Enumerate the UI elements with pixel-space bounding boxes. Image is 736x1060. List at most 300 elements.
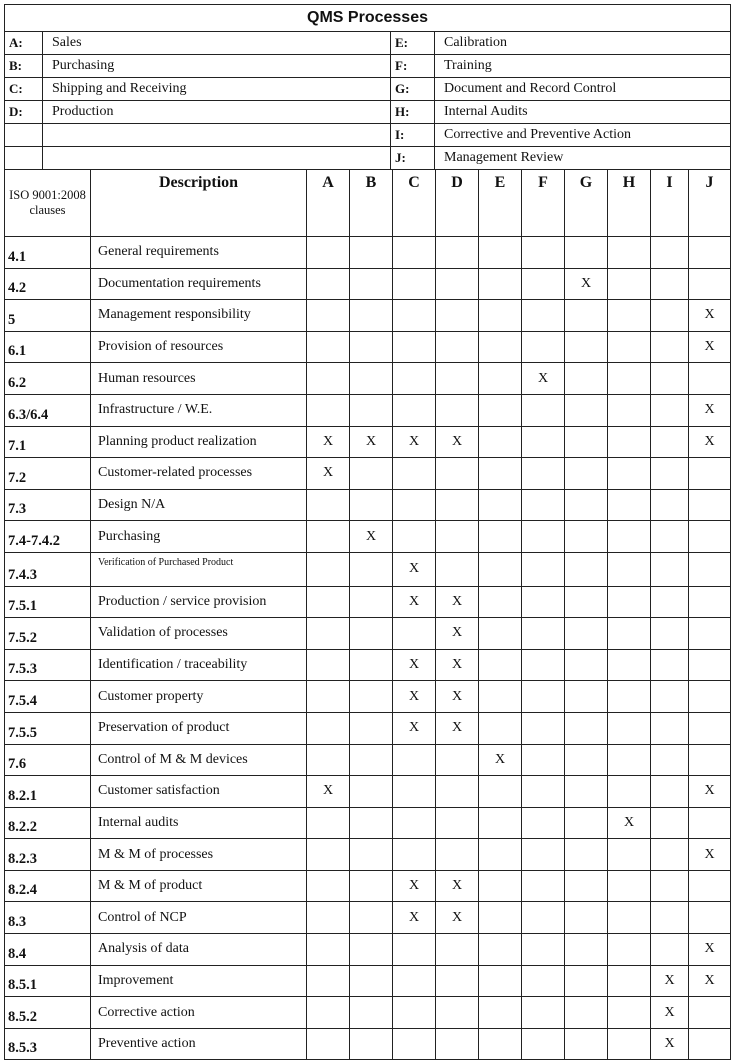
empty-cell: [436, 300, 479, 332]
x-mark: X: [307, 776, 350, 808]
empty-cell: [522, 394, 565, 426]
process-column-header: B: [350, 170, 393, 237]
x-mark: X: [436, 649, 479, 681]
empty-cell: [307, 712, 350, 744]
empty-cell: [689, 1028, 731, 1060]
empty-cell: [393, 997, 436, 1029]
process-column-header: D: [436, 170, 479, 237]
empty-cell: [565, 776, 608, 808]
empty-cell: [479, 300, 522, 332]
table-row: [5, 776, 731, 808]
process-column-header: J: [689, 170, 731, 237]
empty-cell: [689, 902, 731, 934]
empty-cell: [608, 839, 651, 871]
process-column-header: H: [608, 170, 651, 237]
empty-cell: [479, 331, 522, 363]
process-letter: A:: [5, 32, 43, 55]
empty-cell: [479, 237, 522, 269]
empty-cell: [479, 681, 522, 713]
empty-cell: [436, 965, 479, 997]
empty-cell: [522, 618, 565, 650]
process-letter: E:: [391, 32, 435, 55]
empty-cell: [651, 934, 689, 966]
empty-cell: [479, 394, 522, 426]
empty-cell: [350, 776, 393, 808]
empty-cell: [350, 363, 393, 395]
empty-cell: [651, 586, 689, 618]
x-mark: X: [651, 997, 689, 1029]
empty-cell: [479, 902, 522, 934]
empty-cell: [43, 124, 391, 147]
table-row: [5, 458, 731, 490]
empty-cell: [393, 807, 436, 839]
empty-cell: [350, 744, 393, 776]
empty-cell: [436, 237, 479, 269]
empty-cell: [307, 552, 350, 586]
empty-cell: [479, 552, 522, 586]
empty-cell: [479, 268, 522, 300]
x-mark: X: [307, 426, 350, 458]
empty-cell: [393, 965, 436, 997]
empty-cell: [393, 237, 436, 269]
x-mark: X: [393, 870, 436, 902]
empty-cell: [350, 902, 393, 934]
legend-row: [5, 124, 731, 147]
empty-cell: [651, 618, 689, 650]
table-row: [5, 426, 731, 458]
empty-cell: [608, 552, 651, 586]
empty-cell: [608, 744, 651, 776]
table-row: [5, 237, 731, 269]
empty-cell: [565, 649, 608, 681]
empty-cell: [522, 934, 565, 966]
empty-cell: [651, 902, 689, 934]
empty-cell: [522, 902, 565, 934]
empty-cell: [307, 1028, 350, 1060]
empty-cell: [651, 870, 689, 902]
clause-description: Control of NCP: [91, 902, 307, 934]
empty-cell: [307, 237, 350, 269]
empty-cell: [479, 458, 522, 490]
empty-cell: [608, 776, 651, 808]
x-mark: X: [689, 331, 731, 363]
clause-description: Preservation of product: [91, 712, 307, 744]
table-row: [5, 649, 731, 681]
empty-cell: [393, 744, 436, 776]
empty-cell: [689, 649, 731, 681]
empty-cell: [350, 839, 393, 871]
empty-cell: [5, 124, 43, 147]
empty-cell: [307, 521, 350, 553]
empty-cell: [522, 776, 565, 808]
empty-cell: [393, 618, 436, 650]
empty-cell: [608, 902, 651, 934]
empty-cell: [522, 807, 565, 839]
empty-cell: [565, 521, 608, 553]
process-name: Sales: [43, 32, 391, 55]
empty-cell: [522, 521, 565, 553]
empty-cell: [350, 618, 393, 650]
empty-cell: [436, 552, 479, 586]
x-mark: X: [436, 870, 479, 902]
x-mark: X: [393, 681, 436, 713]
empty-cell: [307, 934, 350, 966]
empty-cell: [393, 521, 436, 553]
clause-number: 7.5.5: [5, 712, 91, 744]
empty-cell: [393, 776, 436, 808]
legend-row: [5, 101, 731, 124]
empty-cell: [350, 649, 393, 681]
table-row: [5, 934, 731, 966]
x-mark: X: [350, 521, 393, 553]
x-mark: X: [436, 681, 479, 713]
table-row: [5, 586, 731, 618]
empty-cell: [565, 331, 608, 363]
x-mark: X: [651, 965, 689, 997]
x-mark: X: [436, 618, 479, 650]
empty-cell: [479, 586, 522, 618]
empty-cell: [436, 997, 479, 1029]
clause-number: 7.4-7.4.2: [5, 521, 91, 553]
legend-title-row: [5, 5, 731, 32]
empty-cell: [651, 300, 689, 332]
x-mark: X: [436, 712, 479, 744]
empty-cell: [689, 681, 731, 713]
x-mark: X: [393, 712, 436, 744]
empty-cell: [350, 934, 393, 966]
empty-cell: [651, 331, 689, 363]
clause-number: 7.5.4: [5, 681, 91, 713]
empty-cell: [522, 839, 565, 871]
empty-cell: [479, 363, 522, 395]
clause-description: Customer property: [91, 681, 307, 713]
empty-cell: [350, 1028, 393, 1060]
table-row: [5, 712, 731, 744]
process-column-header: A: [307, 170, 350, 237]
table-row: [5, 331, 731, 363]
empty-cell: [608, 649, 651, 681]
empty-cell: [393, 268, 436, 300]
clause-description: Validation of processes: [91, 618, 307, 650]
clause-description: Analysis of data: [91, 934, 307, 966]
table-row: [5, 681, 731, 713]
empty-cell: [350, 237, 393, 269]
empty-cell: [436, 489, 479, 521]
empty-cell: [522, 458, 565, 490]
empty-cell: [522, 1028, 565, 1060]
empty-cell: [307, 870, 350, 902]
clause-number: 5: [5, 300, 91, 332]
empty-cell: [350, 458, 393, 490]
empty-cell: [479, 997, 522, 1029]
table-row: [5, 618, 731, 650]
empty-cell: [307, 649, 350, 681]
x-mark: X: [689, 394, 731, 426]
empty-cell: [689, 997, 731, 1029]
empty-cell: [436, 1028, 479, 1060]
process-name: Purchasing: [43, 55, 391, 78]
clause-description: Production / service provision: [91, 586, 307, 618]
empty-cell: [436, 331, 479, 363]
empty-cell: [307, 839, 350, 871]
empty-cell: [307, 394, 350, 426]
x-mark: X: [393, 552, 436, 586]
empty-cell: [651, 552, 689, 586]
x-mark: X: [393, 649, 436, 681]
empty-cell: [565, 363, 608, 395]
empty-cell: [522, 744, 565, 776]
table-row: [5, 489, 731, 521]
process-letter: G:: [391, 78, 435, 101]
legend-row: [5, 78, 731, 101]
empty-cell: [307, 489, 350, 521]
x-mark: X: [350, 426, 393, 458]
clause-number: 8.3: [5, 902, 91, 934]
empty-cell: [5, 147, 43, 170]
empty-cell: [689, 363, 731, 395]
x-mark: X: [522, 363, 565, 395]
empty-cell: [522, 489, 565, 521]
clause-number: 8.2.4: [5, 870, 91, 902]
empty-cell: [608, 268, 651, 300]
empty-cell: [689, 521, 731, 553]
clause-description: Identification / traceability: [91, 649, 307, 681]
x-mark: X: [479, 744, 522, 776]
empty-cell: [565, 870, 608, 902]
x-mark: X: [307, 458, 350, 490]
empty-cell: [565, 744, 608, 776]
empty-cell: [651, 521, 689, 553]
clause-description: Management responsibility: [91, 300, 307, 332]
empty-cell: [689, 870, 731, 902]
x-mark: X: [689, 776, 731, 808]
clause-number: 8.2.1: [5, 776, 91, 808]
empty-cell: [393, 394, 436, 426]
empty-cell: [565, 426, 608, 458]
empty-cell: [436, 934, 479, 966]
matrix-header-row: [5, 170, 731, 237]
process-column-header: E: [479, 170, 522, 237]
empty-cell: [522, 426, 565, 458]
clause-number: 7.2: [5, 458, 91, 490]
clause-description: Infrastructure / W.E.: [91, 394, 307, 426]
empty-cell: [350, 268, 393, 300]
empty-cell: [651, 681, 689, 713]
empty-cell: [689, 489, 731, 521]
empty-cell: [307, 681, 350, 713]
empty-cell: [608, 586, 651, 618]
empty-cell: [522, 681, 565, 713]
empty-cell: [350, 807, 393, 839]
empty-cell: [689, 552, 731, 586]
process-name: Production: [43, 101, 391, 124]
process-name: Calibration: [435, 32, 731, 55]
table-row: [5, 997, 731, 1029]
table-row: [5, 268, 731, 300]
empty-cell: [689, 586, 731, 618]
empty-cell: [565, 997, 608, 1029]
clause-number: 6.3/6.4: [5, 394, 91, 426]
empty-cell: [608, 237, 651, 269]
empty-cell: [608, 300, 651, 332]
x-mark: X: [689, 839, 731, 871]
empty-cell: [479, 426, 522, 458]
clause-number: 7.3: [5, 489, 91, 521]
empty-cell: [651, 426, 689, 458]
clause-description: Provision of resources: [91, 331, 307, 363]
empty-cell: [479, 489, 522, 521]
table-row: [5, 965, 731, 997]
empty-cell: [565, 712, 608, 744]
empty-cell: [307, 965, 350, 997]
empty-cell: [393, 839, 436, 871]
empty-cell: [522, 649, 565, 681]
table-row: [5, 839, 731, 871]
clause-description: Documentation requirements: [91, 268, 307, 300]
empty-cell: [565, 902, 608, 934]
empty-cell: [608, 489, 651, 521]
table-row: [5, 902, 731, 934]
clause-number: 6.1: [5, 331, 91, 363]
process-letter: F:: [391, 55, 435, 78]
empty-cell: [479, 870, 522, 902]
empty-cell: [689, 268, 731, 300]
empty-cell: [651, 776, 689, 808]
empty-cell: [522, 965, 565, 997]
process-letter: I:: [391, 124, 435, 147]
empty-cell: [565, 489, 608, 521]
x-mark: X: [689, 426, 731, 458]
empty-cell: [608, 363, 651, 395]
empty-cell: [651, 237, 689, 269]
x-mark: X: [608, 807, 651, 839]
empty-cell: [436, 839, 479, 871]
clause-number: 8.2.2: [5, 807, 91, 839]
empty-cell: [608, 521, 651, 553]
empty-cell: [651, 363, 689, 395]
empty-cell: [689, 712, 731, 744]
matrix-body: [5, 237, 731, 1060]
empty-cell: [436, 744, 479, 776]
x-mark: X: [393, 586, 436, 618]
clause-number: 7.6: [5, 744, 91, 776]
empty-cell: [565, 965, 608, 997]
clause-number: 8.4: [5, 934, 91, 966]
table-row: [5, 394, 731, 426]
empty-cell: [393, 363, 436, 395]
clause-number: 6.2: [5, 363, 91, 395]
empty-cell: [479, 839, 522, 871]
empty-cell: [651, 649, 689, 681]
empty-cell: [307, 363, 350, 395]
empty-cell: [350, 489, 393, 521]
empty-cell: [608, 712, 651, 744]
clause-process-matrix: [4, 169, 731, 1060]
process-name: Corrective and Preventive Action: [435, 124, 731, 147]
page-title: QMS Processes: [5, 5, 731, 32]
empty-cell: [522, 268, 565, 300]
empty-cell: [651, 489, 689, 521]
empty-cell: [479, 712, 522, 744]
empty-cell: [651, 712, 689, 744]
empty-cell: [479, 649, 522, 681]
clause-description: Design N/A: [91, 489, 307, 521]
empty-cell: [393, 331, 436, 363]
x-mark: X: [393, 902, 436, 934]
empty-cell: [479, 965, 522, 997]
empty-cell: [307, 300, 350, 332]
process-legend-table: [4, 4, 731, 170]
legend-row: [5, 55, 731, 78]
legend-row: [5, 32, 731, 55]
empty-cell: [565, 934, 608, 966]
clause-description: Purchasing: [91, 521, 307, 553]
process-letter: C:: [5, 78, 43, 101]
clause-number: 7.4.3: [5, 552, 91, 586]
table-row: [5, 552, 731, 586]
empty-cell: [479, 521, 522, 553]
empty-cell: [479, 1028, 522, 1060]
clause-number: 8.5.3: [5, 1028, 91, 1060]
clause-description: General requirements: [91, 237, 307, 269]
empty-cell: [350, 681, 393, 713]
empty-cell: [479, 934, 522, 966]
empty-cell: [651, 458, 689, 490]
empty-cell: [43, 147, 391, 170]
table-row: [5, 744, 731, 776]
empty-cell: [522, 997, 565, 1029]
empty-cell: [350, 997, 393, 1029]
legend-row: [5, 147, 731, 170]
clause-description: Control of M & M devices: [91, 744, 307, 776]
clause-description: Improvement: [91, 965, 307, 997]
empty-cell: [436, 807, 479, 839]
empty-cell: [307, 902, 350, 934]
x-mark: X: [689, 965, 731, 997]
clause-description: Internal audits: [91, 807, 307, 839]
clause-description: Customer-related processes: [91, 458, 307, 490]
empty-cell: [307, 586, 350, 618]
empty-cell: [651, 839, 689, 871]
empty-cell: [608, 618, 651, 650]
empty-cell: [608, 934, 651, 966]
empty-cell: [565, 458, 608, 490]
clause-description: Human resources: [91, 363, 307, 395]
x-mark: X: [689, 300, 731, 332]
empty-cell: [522, 712, 565, 744]
empty-cell: [565, 839, 608, 871]
empty-cell: [393, 1028, 436, 1060]
process-letter: B:: [5, 55, 43, 78]
clause-description: Customer satisfaction: [91, 776, 307, 808]
process-name: Management Review: [435, 147, 731, 170]
clause-description: M & M of processes: [91, 839, 307, 871]
process-name: Internal Audits: [435, 101, 731, 124]
x-mark: X: [689, 934, 731, 966]
iso-clauses-header: ISO 9001:2008 clauses: [5, 170, 91, 237]
clause-number: 4.1: [5, 237, 91, 269]
empty-cell: [522, 552, 565, 586]
empty-cell: [689, 744, 731, 776]
empty-cell: [689, 807, 731, 839]
process-letter: J:: [391, 147, 435, 170]
empty-cell: [608, 965, 651, 997]
empty-cell: [350, 965, 393, 997]
empty-cell: [350, 300, 393, 332]
empty-cell: [608, 997, 651, 1029]
empty-cell: [350, 394, 393, 426]
empty-cell: [522, 331, 565, 363]
